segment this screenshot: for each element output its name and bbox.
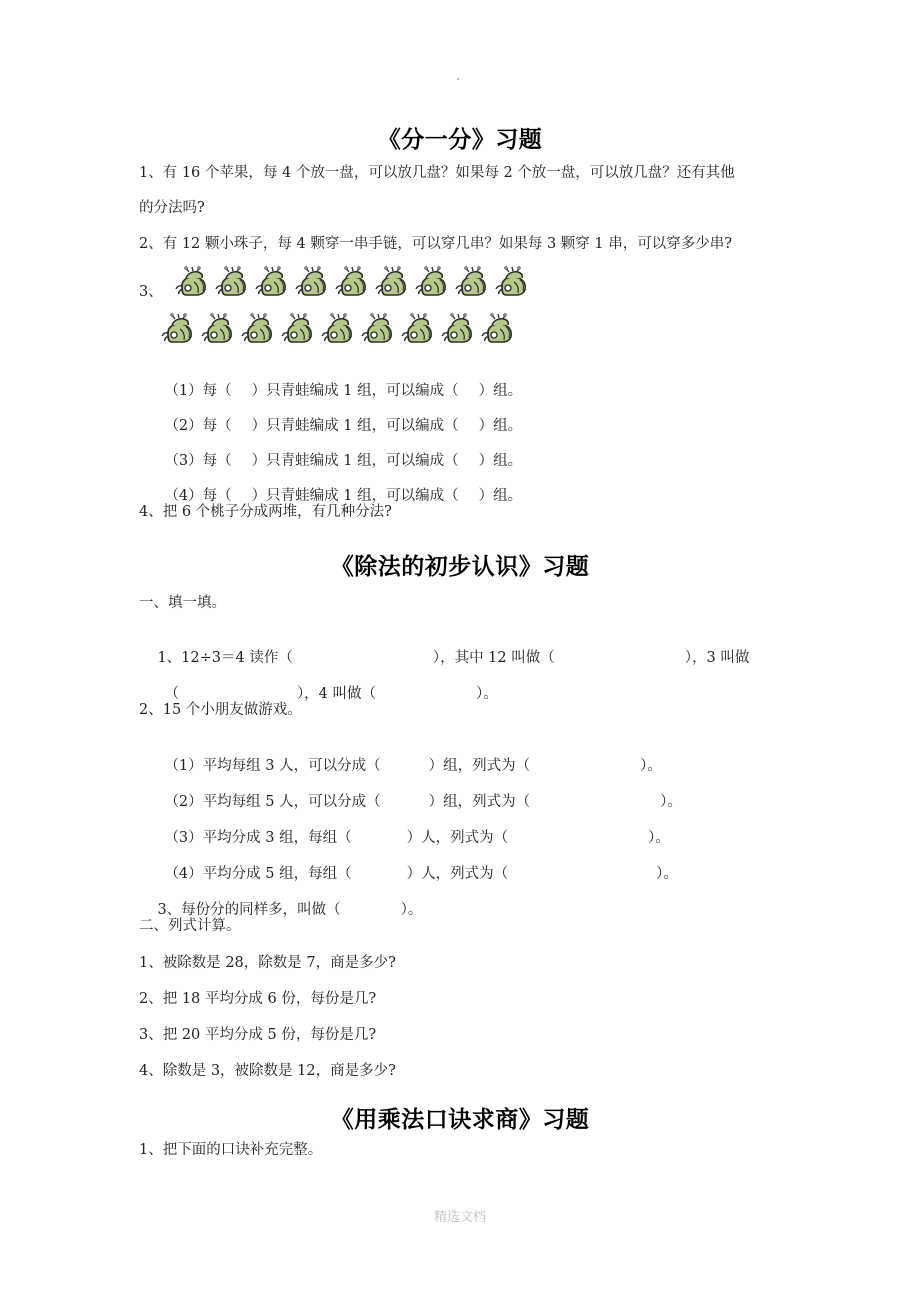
frog-icon	[254, 266, 288, 298]
fill2-item-3: （3）平均分成 3 组，每组（ ）人，列式为（ ）。	[164, 830, 670, 846]
frog-icon	[214, 266, 248, 298]
q3-sub-2: （2）每（ ）只青蛙编成 1 组，可以编成（ ）组。	[164, 418, 523, 434]
frog-icon	[494, 266, 528, 298]
frog-icon	[374, 266, 408, 298]
frog-icon	[454, 266, 488, 298]
frog-icon	[280, 313, 314, 345]
frog-icon	[414, 266, 448, 298]
q3-label: 3、	[139, 284, 163, 300]
q3-sub-3: （3）每（ ）只青蛙编成 1 组，可以编成（ ）组。	[164, 453, 523, 469]
calc-item-4: 4、除数是 3，被除数是 12，商是多少?	[139, 1063, 396, 1079]
part2-heading: 二、列式计算。	[139, 918, 241, 934]
frog-row-2	[160, 313, 514, 347]
frog-icon	[240, 313, 274, 345]
calc-item-1: 1、被除数是 28，除数是 7，商是多少?	[139, 955, 396, 971]
header-dot	[457, 78, 459, 80]
fill2-item-2: （2）平均每组 5 人，可以分成（ ）组，列式为（ ）。	[164, 794, 682, 810]
fill3: 3、每份分的同样多，叫做（ ）。	[157, 902, 423, 918]
frog-icon	[480, 313, 514, 345]
fill1-line2: （ ），4 叫做（ ）。	[164, 686, 498, 702]
footer-watermark: 精选文档	[433, 1210, 486, 1225]
q3-sub-1: （1）每（ ）只青蛙编成 1 组，可以编成（ ）组。	[164, 383, 523, 399]
calc-item-3: 3、把 20 平均分成 5 份，每份是几?	[139, 1027, 377, 1043]
frog-icon	[174, 266, 208, 298]
frog-icon	[294, 266, 328, 298]
frog-icon	[360, 313, 394, 345]
fill2-item-1: （1）平均每组 3 人，可以分成（ ）组，列式为（ ）。	[164, 758, 662, 774]
fill1-line1: 1、12÷3＝4 读作（ ），其中 12 叫做（ ），3 叫做	[157, 650, 750, 666]
section-title-multiplication-quotient: 《用乘法口诀求商》习题	[330, 1107, 590, 1133]
section-title-fen-yi-fen: 《分一分》习题	[377, 127, 543, 153]
q4: 4、把 6 个桃子分成两堆，有几种分法?	[139, 504, 392, 520]
s3-q1: 1、把下面的口诀补充完整。	[139, 1142, 323, 1158]
q1-line2: 的分法吗?	[139, 200, 205, 216]
q1-line1: 1、有 16 个苹果，每 4 个放一盘，可以放几盘？如果每 2 个放一盘，可以放几盘？还有其他	[139, 165, 735, 181]
calc-item-2: 2、把 18 平均分成 6 份，每份是几?	[139, 991, 377, 1007]
frog-icon	[160, 313, 194, 345]
frog-icon	[400, 313, 434, 345]
frog-icon	[440, 313, 474, 345]
frog-icon	[334, 266, 368, 298]
frog-row-1	[174, 266, 528, 300]
fill2-item-4: （4）平均分成 5 组，每组（ ）人，列式为（ ）。	[164, 866, 678, 882]
part1-heading: 一、填一填。	[139, 595, 226, 611]
q3-sub-4: （4）每（ ）只青蛙编成 1 组，可以编成（ ）组。	[164, 488, 523, 504]
frog-icon	[200, 313, 234, 345]
frog-icon	[320, 313, 354, 345]
section-title-division-intro: 《除法的初步认识》习题	[330, 554, 590, 580]
fill2-heading: 2、15 个小朋友做游戏。	[139, 702, 302, 718]
q2: 2、有 12 颗小珠子，每 4 颗穿一串手链，可以穿几串？如果每 3 颗穿 1 串，可以穿多少串?	[139, 236, 732, 252]
